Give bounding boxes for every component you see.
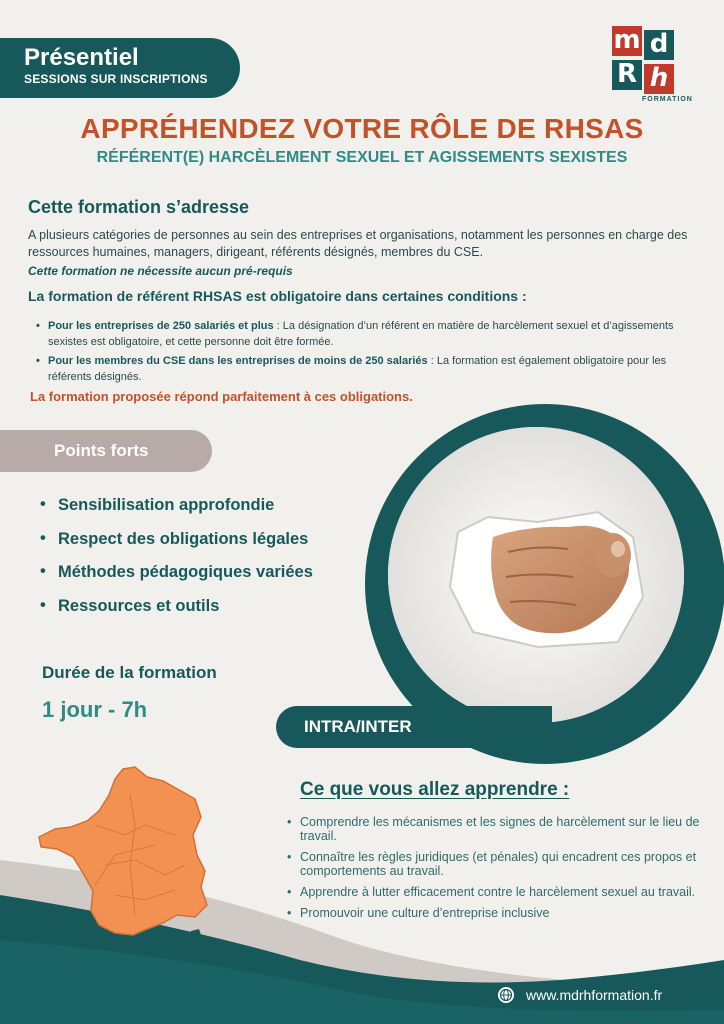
obligation-item-bold: Pour les membres du CSE dans les entreprises de moins de 250 salariés <box>48 355 428 367</box>
pointing-hand-image <box>388 427 684 723</box>
page-subtitle: RÉFÉRENT(E) HARCÈLEMENT SEXUEL ET AGISSEMENTS SEXISTES <box>96 149 628 166</box>
pointing-hand-illustration <box>388 427 684 723</box>
format-subtitle: SESSIONS SUR INSCRIPTIONS <box>24 72 208 86</box>
points-forts-tab: Points forts <box>0 430 212 472</box>
list-item: • Comprendre les mécanismes et les signes de harcèlement sur le lieu de travail. <box>300 815 700 843</box>
obligation-list <box>48 318 688 388</box>
page-title: APPRÉHENDEZ VOTRE RÔLE DE RHSAS <box>80 113 644 144</box>
logo-letter-r: R <box>612 60 642 90</box>
logo-caption: FORMATION <box>642 96 693 103</box>
audience-text: A plusieurs catégories de personnes au sein des entreprises et organisations, notamment les personnes en charge des ressources humaines, managers, dirigeant, référents désignés, membres du CSE. <box>28 228 688 259</box>
obligation-item <box>48 353 688 385</box>
learn-heading: Ce que vous allez apprendre : <box>300 779 570 800</box>
format-title: Présentiel <box>24 44 139 71</box>
mode-badge: INTRA/INTER <box>276 706 552 748</box>
list-item: • Méthodes pédagogiques variées <box>40 563 313 597</box>
mdrh-logo <box>612 26 692 110</box>
obligation-item-text: : La formation est également obligatoire pour les référents désignés. <box>48 355 667 383</box>
prerequisite-note: Cette formation ne nécessite aucun pré-requis <box>28 264 293 278</box>
list-item: • Respect des obligations légales <box>40 530 313 564</box>
duration-heading: Durée de la formation <box>42 663 217 682</box>
duration-value: 1 jour - 7h <box>42 697 148 722</box>
obligation-item-text: : La désignation d’un référent en matière de harcèlement sexuel et d’agissements sexistes est obligatoire, et cette personne doit être formée. <box>48 320 674 348</box>
obligation-item <box>48 318 688 350</box>
obligation-item-bold: Pour les entreprises de 250 salariés et plus <box>48 320 274 332</box>
list-item: • Sensibilisation approfondie <box>40 496 313 530</box>
website-link[interactable] <box>498 987 662 1003</box>
list-item: • Apprendre à lutter efficacement contre le harcèlement sexuel au travail. <box>300 885 700 899</box>
list-item: • Promouvoir une culture d’entreprise inclusive <box>300 906 700 920</box>
logo-letter-d: d <box>644 30 674 60</box>
list-item: • Connaître les règles juridiques (et pénales) qui encadrent ces propos et comportements au travail. <box>300 850 700 878</box>
learn-list <box>300 815 700 927</box>
list-item: • Ressources et outils <box>40 597 313 631</box>
website-url[interactable]: www.mdrhformation.fr <box>526 987 663 1003</box>
logo-letter-m: m <box>613 25 641 55</box>
obligation-response: La formation proposée répond parfaitement à ces obligations. <box>30 389 413 404</box>
france-map <box>35 765 215 965</box>
format-badge <box>0 38 240 98</box>
logo-letter-h: h <box>644 64 674 94</box>
obligation-heading: La formation de référent RHSAS est obligatoire dans certaines conditions : <box>28 288 527 304</box>
globe-icon <box>498 987 514 1003</box>
points-forts-list <box>40 496 313 630</box>
audience-heading: Cette formation s’adresse <box>28 197 250 217</box>
